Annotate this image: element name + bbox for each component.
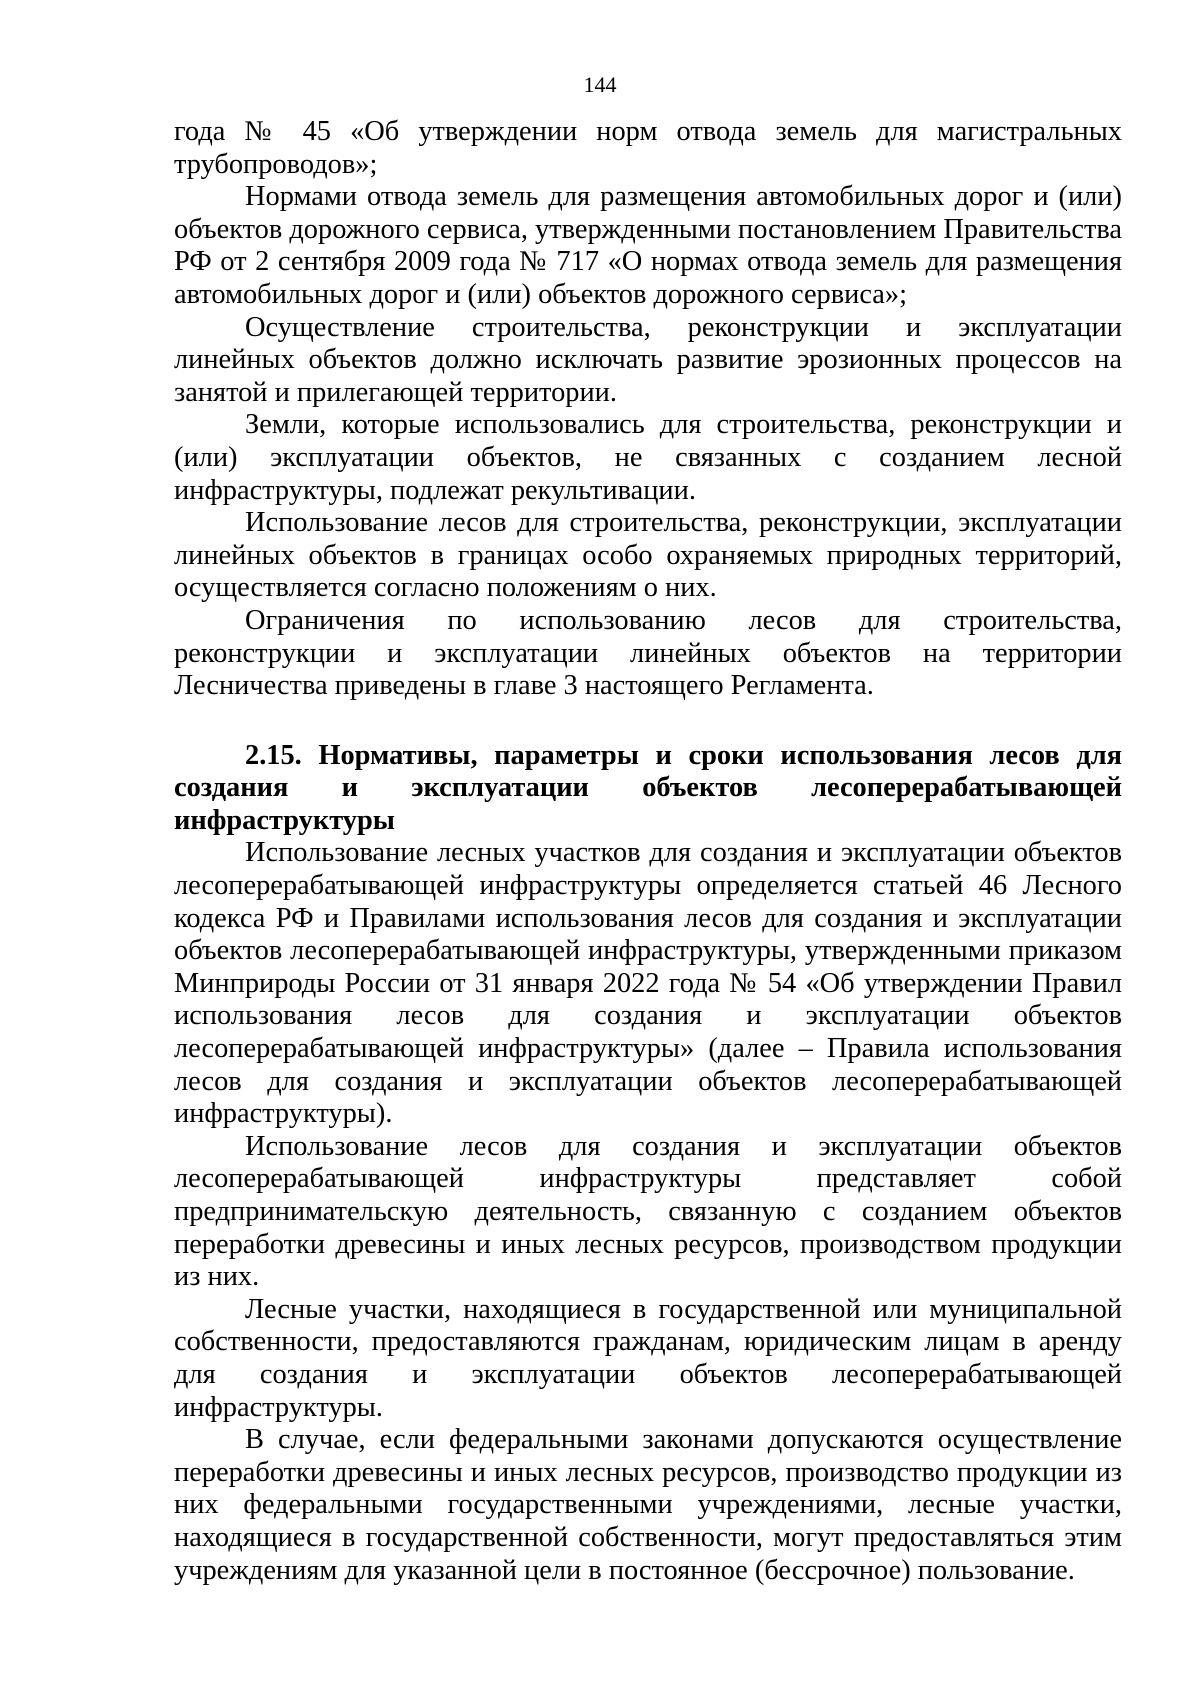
paragraph-recultivation: Земли, которые использовались для строительства, реконструкции и (или) эксплуатации объектов, не связанных с созданием лесной инфраструктуры, подлежат рекультивации.: [174, 409, 1122, 506]
paragraph-erosion-prevention: Осуществление строительства, реконструкции и эксплуатации линейных объектов должно исключать развитие эрозионных процессов на занятой и прилегающей территории.: [174, 311, 1122, 408]
paragraph-lease: Лесные участки, находящиеся в государственной или муниципальной собственности, предоставляются гражданам, юридическим лицам в аренду для создания и эксплуатации объектов лесоперерабатывающей инфраструктуры.: [174, 1293, 1122, 1423]
paragraph-road-allotment-norms: Нормами отвода земель для размещения автомобильных дорог и (или) объектов дорожного сервиса, утвержденными постановлением Правительства РФ от 2 сентября 2009 года № 717 «О нормах отвода земель для размещения автомобильных дорог и (или) объектов дорожного сервиса»;: [174, 181, 1122, 310]
paragraph-permanent-use: В случае, если федеральными законами допускаются осуществление переработки древесины и иных лесных ресурсов, производство продукции из них федеральными государственными учреждениями, лесные участки, находящиеся в государственной собственности, могут предоставляться этим учреждениям для указанной цели в постоянное (бессрочное) пользование.: [174, 1424, 1122, 1586]
page-body: [174, 116, 1122, 1587]
paragraph-legal-basis: Использование лесных участков для создания и эксплуатации объектов лесоперерабатывающей инфраструктуры определяется статьей 46 Лесного кодекса РФ и Правилами использования лесов для создания и эксплуатации объектов лесоперерабатывающей инфраструктуры, утвержденными приказом Минприроды России от 31 января 2022 года № 54 «Об утверждении Правил использования лесов для создания и эксплуатации объектов лесоперерабатывающей инфраструктуры» (далее – Правила использования лесов для создания и эксплуатации объектов лесоперерабатывающей инфраструктуры).: [174, 837, 1122, 1130]
paragraph-business-activity: Использование лесов для создания и эксплуатации объектов лесоперерабатывающей инфраструктуры представляет собой предпринимательскую деятельность, связанную с созданием объектов переработки древесины и иных лесных ресурсов, производством продукции из них.: [174, 1130, 1122, 1293]
paragraph-protected-areas: Использование лесов для строительства, реконструкции, эксплуатации линейных объектов в границах особо охраняемых природных территорий, осуществляется согласно положениям о них.: [174, 507, 1122, 604]
paragraph-continuation: года № 45 «Об утверждении норм отвода земель для магистральных трубопроводов»;: [174, 116, 1122, 180]
paragraph-restrictions: Ограничения по использованию лесов для строительства, реконструкции и эксплуатации линейных объектов на территории Лесничества приведены в главе 3 настоящего Регламента.: [174, 604, 1122, 702]
page-number: 144: [583, 72, 617, 97]
section-heading: 2.15. Нормативы, параметры и сроки использования лесов для создания и эксплуатации объектов лесоперерабатывающей инфраструктуры: [174, 739, 1122, 836]
